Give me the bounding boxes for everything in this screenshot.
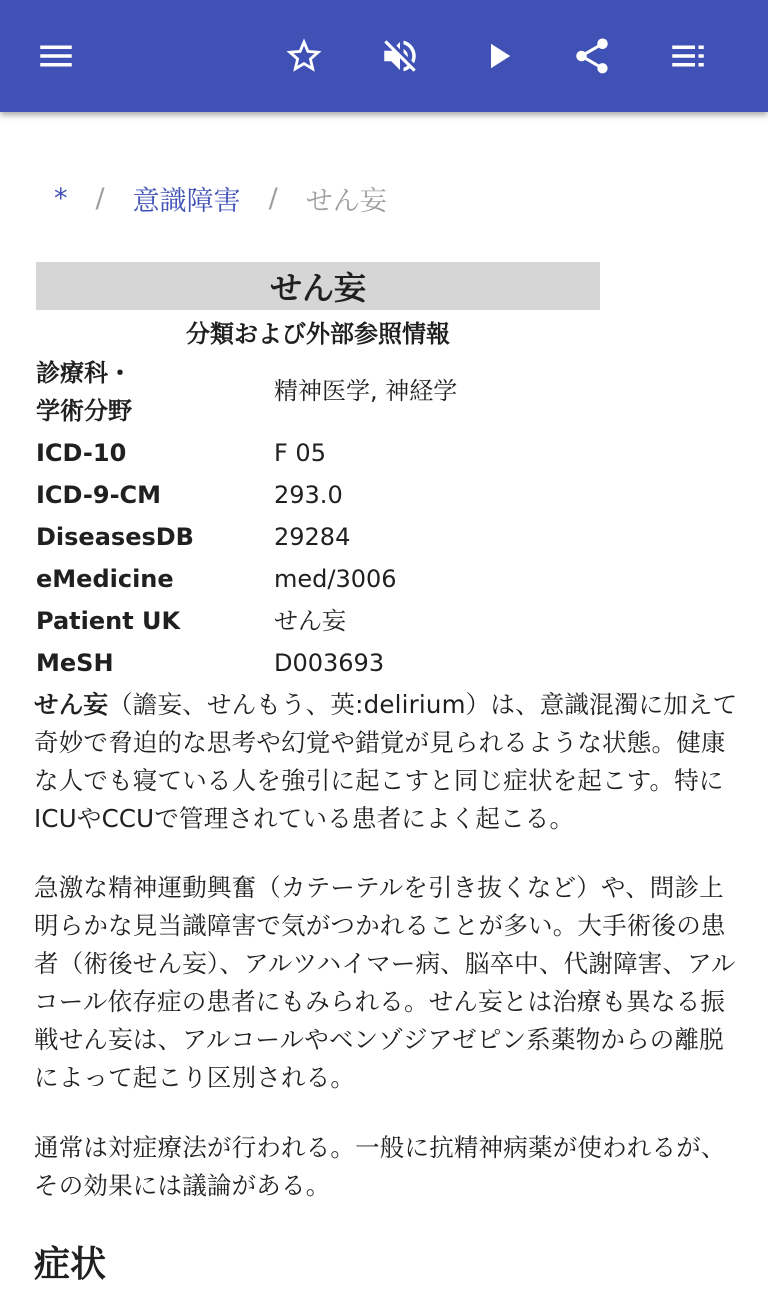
volume-off-icon <box>379 35 421 77</box>
menu-button[interactable] <box>24 24 88 88</box>
bookmark-button[interactable] <box>272 24 336 88</box>
breadcrumb-separator: / <box>268 182 278 214</box>
infobox-key: eMedicine <box>36 565 174 593</box>
app-toolbar <box>0 0 768 112</box>
infobox-title: せん妄 <box>36 262 600 310</box>
mute-button[interactable] <box>368 24 432 88</box>
infobox-value: せん妄 <box>274 607 346 635</box>
infobox-key: MeSH <box>36 649 114 677</box>
contents-button[interactable] <box>656 24 720 88</box>
lead-term: せん妄 <box>34 690 109 719</box>
article-paragraph <box>34 686 738 838</box>
breadcrumb <box>54 176 387 220</box>
list-icon <box>667 35 709 77</box>
menu-icon <box>35 35 77 77</box>
play-icon <box>477 35 519 77</box>
breadcrumb-parent-link[interactable]: 意識障害 <box>132 185 241 217</box>
infobox-subtitle: 分類および外部参照情報 <box>186 319 450 348</box>
infobox-key: ICD-10 <box>36 439 127 467</box>
section-heading: 症状 <box>34 1244 107 1285</box>
infobox-value: 精神医学, 神経学 <box>274 377 458 405</box>
infobox-value: 29284 <box>274 523 351 551</box>
infobox-value: 293.0 <box>274 481 343 509</box>
paragraph-text: （譫妄、せんもう、英:delirium）は、意識混濁に加えて奇妙で脅迫的な思考や幻覚や錯覚が見られるような状態。健康な人でも寝ている人を強引に起こすと同じ症状を起こす。特にICUやCCUで管理されている患者によく起こる。 <box>34 690 738 833</box>
play-button[interactable] <box>466 24 530 88</box>
breadcrumb-root-link[interactable]: * <box>54 182 68 214</box>
infobox-key: DiseasesDB <box>36 523 194 551</box>
infobox-value: F 05 <box>274 439 326 467</box>
breadcrumb-current: せん妄 <box>305 185 387 217</box>
infobox-value: D003693 <box>274 649 385 677</box>
article-paragraph: 通常は対症療法が行われる。一般に抗精神病薬が使われるが、その効果には議論がある。 <box>34 1133 726 1200</box>
infobox-key: Patient UK <box>36 607 181 635</box>
share-icon <box>571 35 613 77</box>
infobox-value: med/3006 <box>274 565 397 593</box>
star-icon <box>283 35 325 77</box>
breadcrumb-separator: / <box>95 182 105 214</box>
infobox-key: 診療科・ 学術分野 <box>36 359 132 425</box>
article-paragraph: 急激な精神運動興奮（カテーテルを引き抜くなど）や、問診上明らかな見当識障害で気がつかれることが多い。大手術後の患者（術後せん妄）、アルツハイマー病、脳卒中、代謝障害、アルコール依存症の患者にもみられる。せん妄とは治療も異なる振戦せん妄は、アルコールやベンゾジアゼピン系薬物からの離脱によって起こり区別される。 <box>34 873 736 1092</box>
infobox-key: ICD-9-CM <box>36 481 162 509</box>
share-button[interactable] <box>560 24 624 88</box>
